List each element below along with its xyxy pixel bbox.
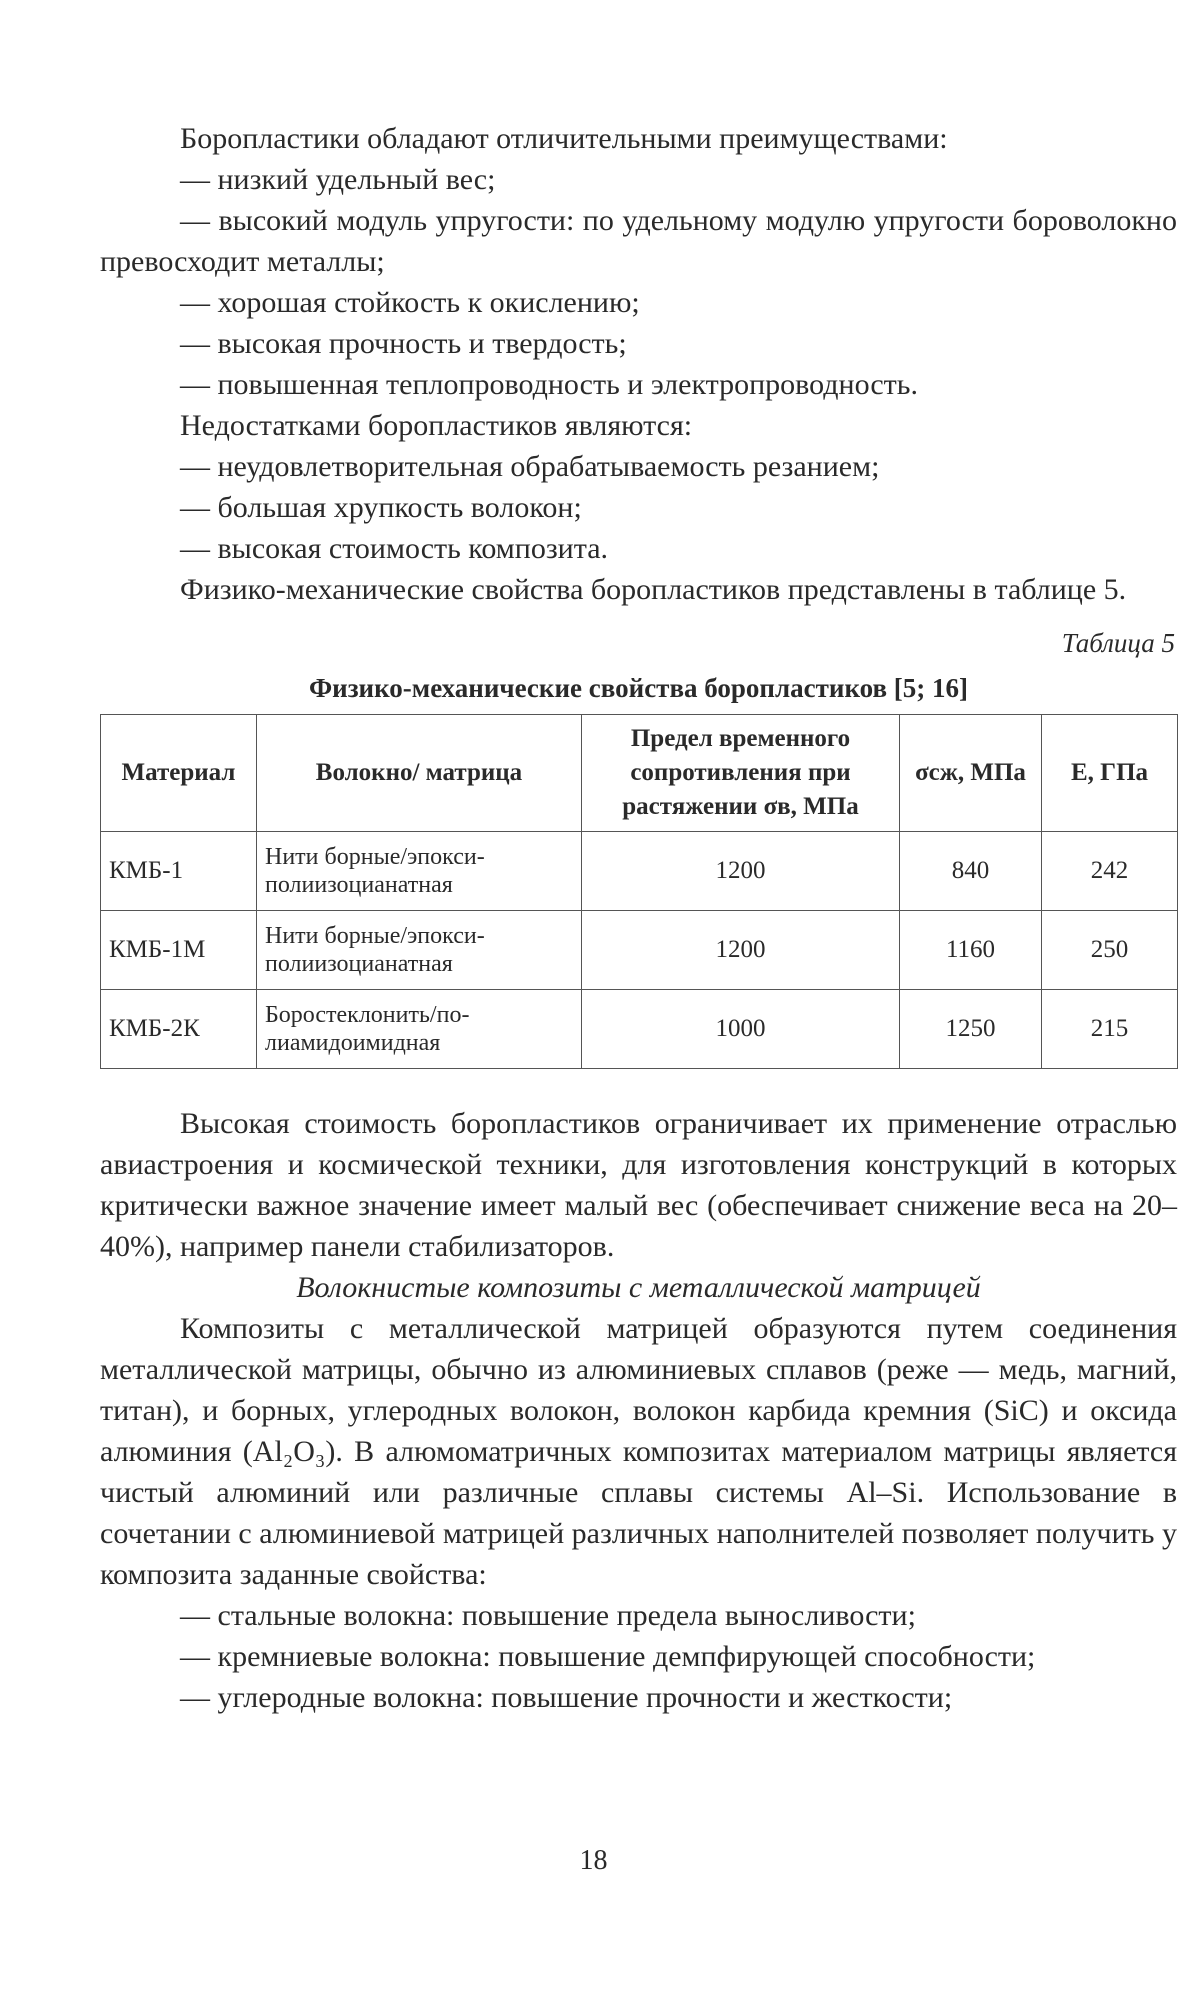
table-label: Таблица 5 bbox=[1061, 628, 1175, 658]
document-page bbox=[100, 118, 1177, 1718]
cell-modulus: 215 bbox=[1042, 990, 1178, 1069]
cell-fiber-matrix: Нити борные/эпокси-полиизоцианатная bbox=[257, 911, 582, 990]
cell-modulus: 242 bbox=[1042, 832, 1178, 911]
header-material: Материал bbox=[101, 715, 257, 832]
table-row bbox=[101, 832, 1178, 911]
table-row bbox=[101, 990, 1178, 1069]
table-row bbox=[101, 911, 1178, 990]
metal-matrix-paragraph: Композиты с металлической матрицей образуются путем соединения металлической матрицы, обычно из алюминиевых сплавов (реже — медь, магний, титан), и борных, углеродных волокон, волокон карбида кремния (SiC) и оксида алюминия (Al₂O₃). В алюмоматричных композитах материалом матрицы является чистый алюминий или различные сплавы системы Al–Si. Использование в сочетании с алюминиевой матрицей различных наполнителей позволяет получить у композита заданные свойства: bbox=[100, 1312, 1177, 1591]
cell-fiber-matrix: Нити борные/эпокси-полиизоцианатная bbox=[257, 832, 582, 911]
advantages-heading: Боропластики обладают отличительными преимуществами: bbox=[180, 122, 948, 155]
cell-compressive: 1250 bbox=[900, 990, 1042, 1069]
disadvantages-heading: Недостатками боропластиков являются: bbox=[180, 409, 693, 442]
cell-material: КМБ-1М bbox=[101, 911, 257, 990]
header-tensile-strength: Предел временного сопротивления при растяжении σв, МПа bbox=[582, 715, 900, 832]
table-reference-paragraph: Физико-механические свойства боропластиков представлены в таблице 5. bbox=[180, 573, 1127, 606]
advantage-item: — хорошая стойкость к окислению; bbox=[180, 286, 640, 319]
cell-material: КМБ-1 bbox=[101, 832, 257, 911]
advantage-item: — высокая прочность и твердость; bbox=[180, 327, 627, 360]
disadvantage-item: — высокая стоимость композита. bbox=[180, 532, 609, 565]
header-fiber-matrix: Волокно/ матрица bbox=[257, 715, 582, 832]
cell-modulus: 250 bbox=[1042, 911, 1178, 990]
cell-fiber-matrix: Боростеклонить/по-лиамидоимидная bbox=[257, 990, 582, 1069]
cell-tensile: 1000 bbox=[582, 990, 900, 1069]
advantage-item: — высокий модуль упругости: по удельному модулю упругости бороволокно превосходит металлы; bbox=[100, 204, 1177, 278]
disadvantage-item: — неудовлетворительная обрабатываемость резанием; bbox=[180, 450, 880, 483]
header-compressive-strength: σсж, МПа bbox=[900, 715, 1042, 832]
filler-item: — стальные волокна: повышение предела выносливости; bbox=[180, 1599, 916, 1632]
cell-compressive: 840 bbox=[900, 832, 1042, 911]
cost-paragraph: Высокая стоимость боропластиков ограничивает их применение отраслью авиастроения и космической техники, для изготовления конструкций в которых критически важное значение имеет малый вес (обеспечивает снижение веса на 20–40%), например панели стабилизаторов. bbox=[100, 1107, 1177, 1263]
cell-tensile: 1200 bbox=[582, 911, 900, 990]
properties-table bbox=[100, 714, 1178, 1069]
cell-compressive: 1160 bbox=[900, 911, 1042, 990]
section-heading: Волокнистые композиты с металлической матрицей bbox=[296, 1271, 981, 1304]
filler-item: — углеродные волокна: повышение прочности и жесткости; bbox=[180, 1681, 953, 1714]
page-number: 18 bbox=[579, 1845, 608, 1876]
advantage-item: — повышенная теплопроводность и электропроводность. bbox=[180, 368, 918, 401]
table-header-row bbox=[101, 715, 1178, 832]
advantage-item: — низкий удельный вес; bbox=[180, 163, 496, 196]
table-title: Физико-механические свойства боропластиков [5; 16] bbox=[308, 673, 969, 703]
cell-material: КМБ-2К bbox=[101, 990, 257, 1069]
header-modulus: E, ГПа bbox=[1042, 715, 1178, 832]
filler-item: — кремниевые волокна: повышение демпфирующей способности; bbox=[180, 1640, 1036, 1673]
disadvantage-item: — большая хрупкость волокон; bbox=[180, 491, 582, 524]
cell-tensile: 1200 bbox=[582, 832, 900, 911]
